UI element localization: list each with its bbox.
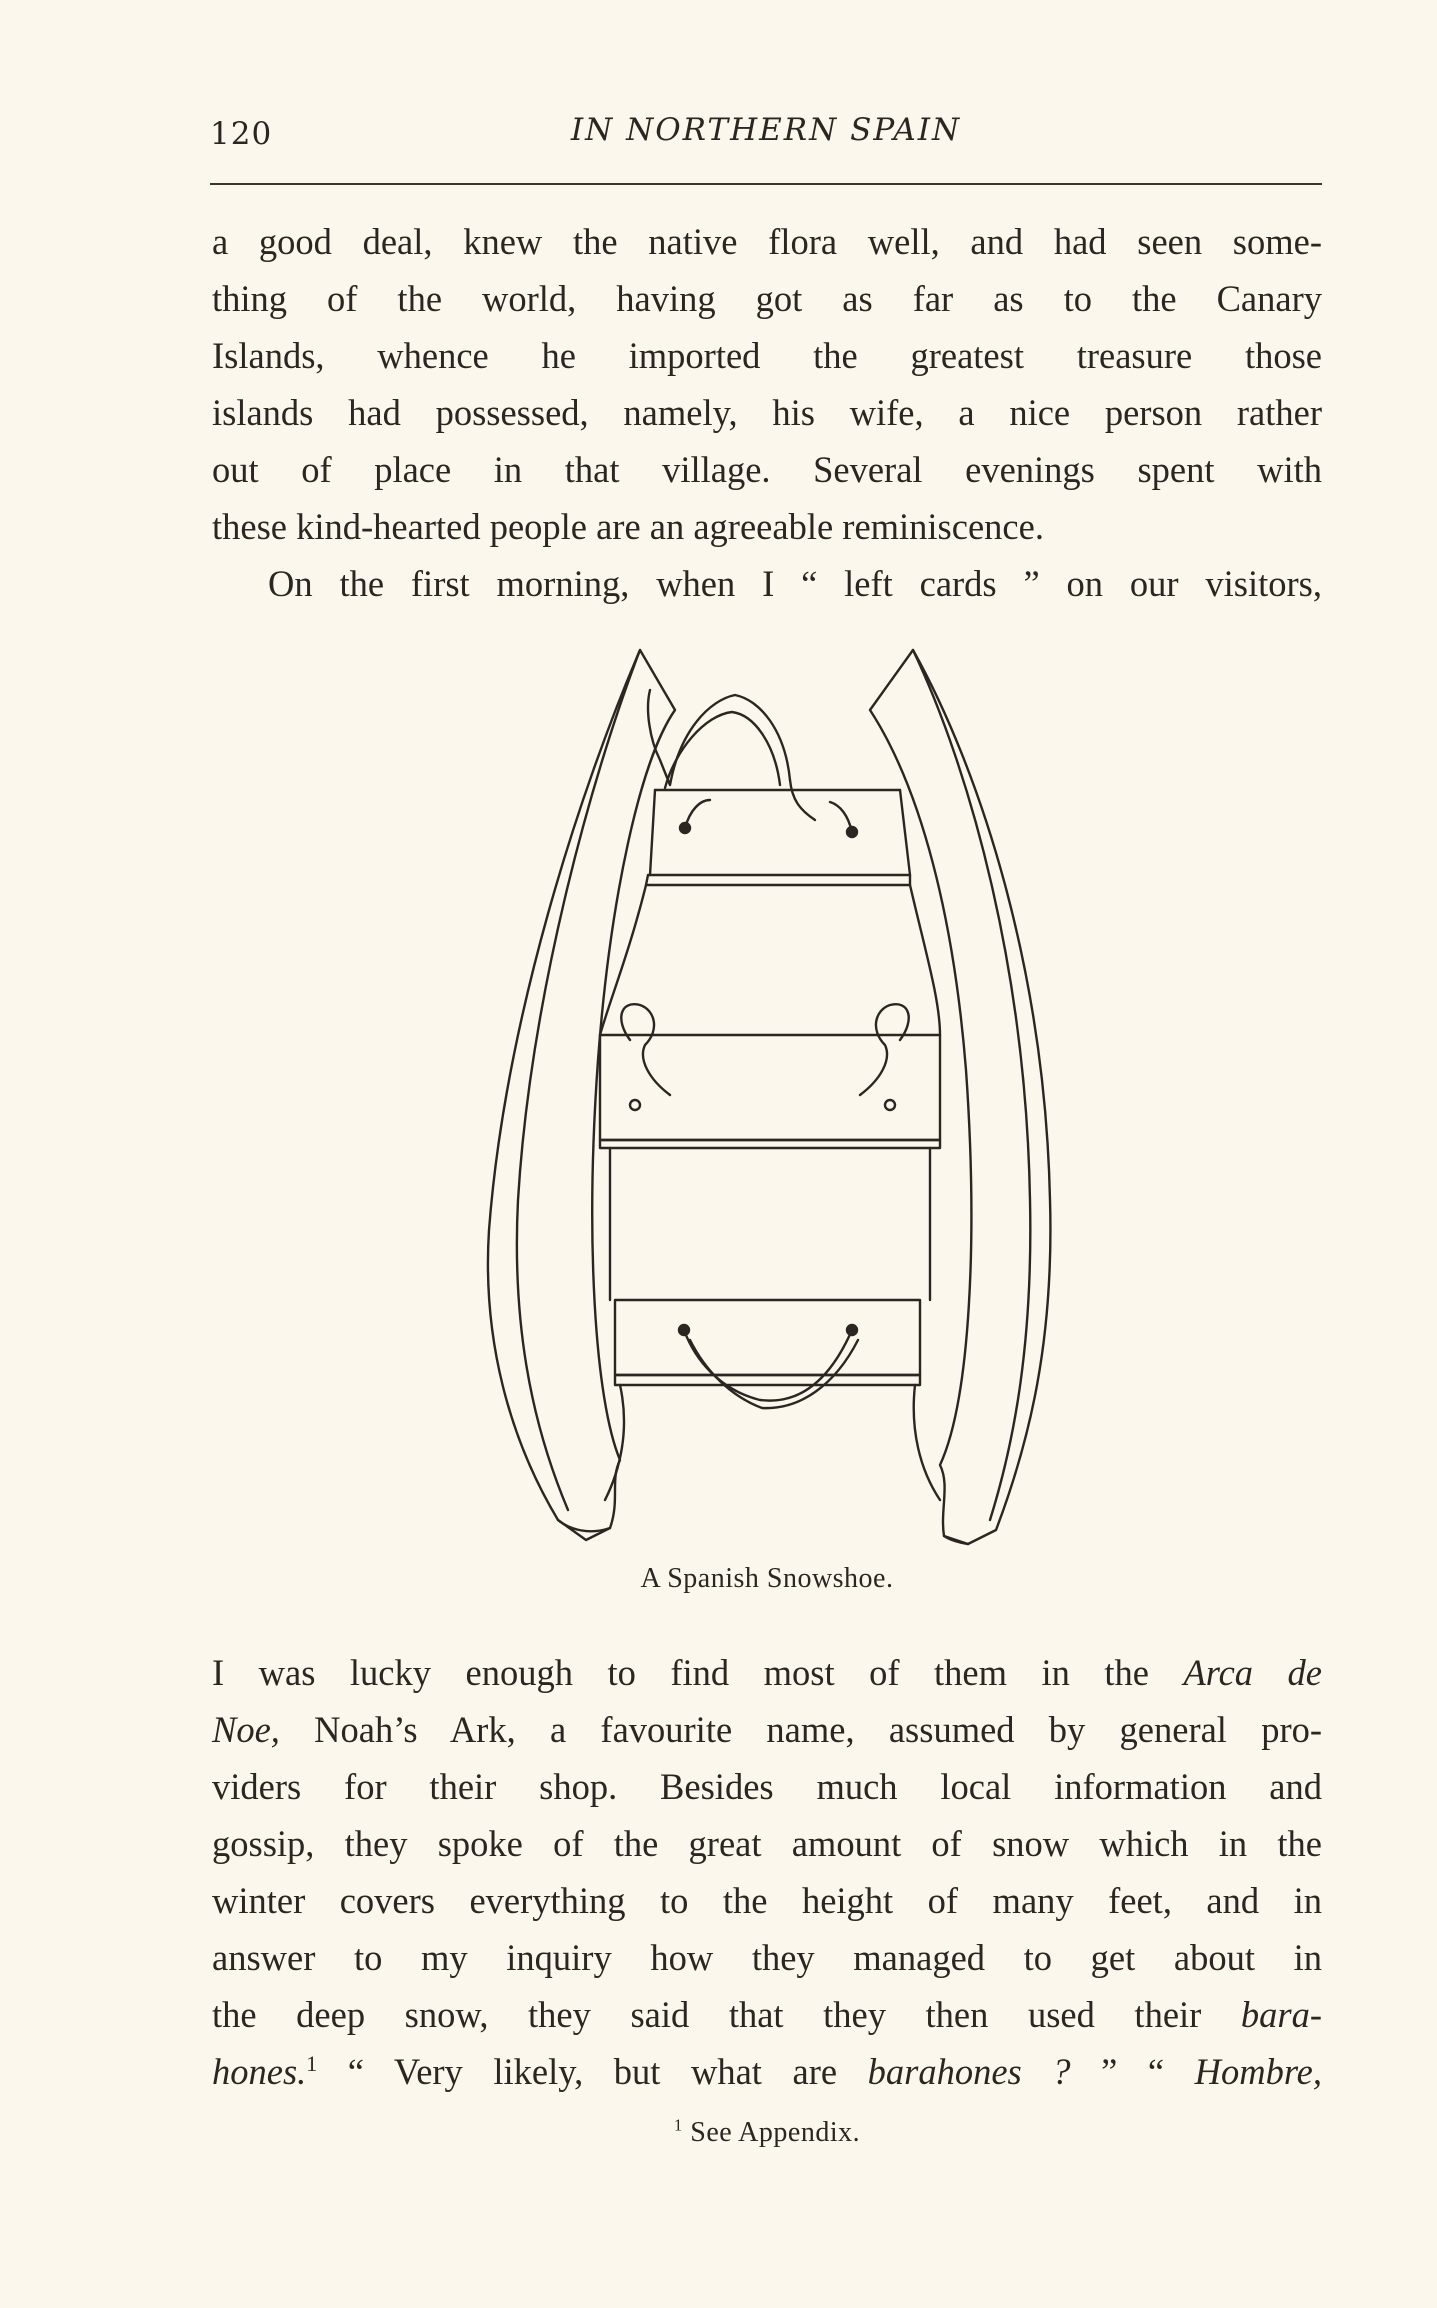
text-line: answer to my inquiry how they managed to get about in <box>212 1937 1322 1978</box>
text-line: thing of the world, having got as far as to the Canary <box>212 278 1322 319</box>
text-line: islands had possessed, namely, his wife, a nice person rather <box>212 392 1322 433</box>
text-line: On the first morning, when I “ left cards ” on our visitors, <box>268 563 1322 604</box>
text-line: viders for their shop. Besides much local information and <box>212 1766 1322 1807</box>
text-line: these kind-hearted people are an agreeable reminiscence. <box>212 506 1044 547</box>
italic-text: Arca de <box>1183 1652 1322 1693</box>
footnote-text: See Appendix. <box>682 2117 861 2148</box>
left-runner <box>488 650 675 1540</box>
crossbar-1 <box>646 875 910 885</box>
text-line: a good deal, knew the native flora well, and had seen some- <box>212 221 1322 262</box>
italic-text: hones. <box>212 2051 307 2092</box>
crossbar-3 <box>615 1300 920 1375</box>
header-rule <box>210 183 1322 185</box>
text-run: ” “ <box>1070 2051 1195 2092</box>
text-line <box>212 1986 1322 2043</box>
running-head <box>210 112 1322 156</box>
paragraph-1 <box>212 213 1322 612</box>
footnote-marker: 1 <box>673 2115 683 2135</box>
text-line: Islands, whence he imported the greatest treasure those <box>212 335 1322 376</box>
text-run: Noah’s Ark, a favourite name, assumed by general pro- <box>279 1709 1322 1750</box>
page-number: 120 <box>210 116 273 152</box>
text-line <box>212 2043 1322 2100</box>
right-runner <box>870 650 1050 1544</box>
snowshoe-illustration <box>470 640 1070 1560</box>
paragraph-2 <box>212 1644 1322 2100</box>
italic-text: bara- <box>1240 1994 1322 2035</box>
text-line <box>212 1701 1322 1758</box>
text-line <box>212 1644 1322 1701</box>
italic-text: barahones ? <box>867 2051 1071 2092</box>
text-run: “ Very likely, but what are <box>317 2051 868 2092</box>
text-line: out of place in that village. Several evenings spent with <box>212 449 1322 490</box>
running-title: IN NORTHERN SPAIN <box>570 112 962 148</box>
italic-text: Hombre, <box>1194 2051 1323 2092</box>
text-run: I was lucky enough to find most of them in the <box>212 1652 1184 1693</box>
text-line: gossip, they spoke of the great amount of snow which in the <box>212 1823 1322 1864</box>
footnote <box>212 2117 1322 2149</box>
figure-caption: A Spanish Snowshoe. <box>640 1563 894 1594</box>
crossbar-2 <box>600 1035 940 1140</box>
text-run: the deep snow, they said that they then used their <box>212 1994 1241 2035</box>
footnote-ref[interactable]: 1 <box>306 2050 318 2076</box>
italic-text: Noe, <box>212 1709 280 1750</box>
text-line: winter covers everything to the height of many feet, and in <box>212 1880 1322 1921</box>
